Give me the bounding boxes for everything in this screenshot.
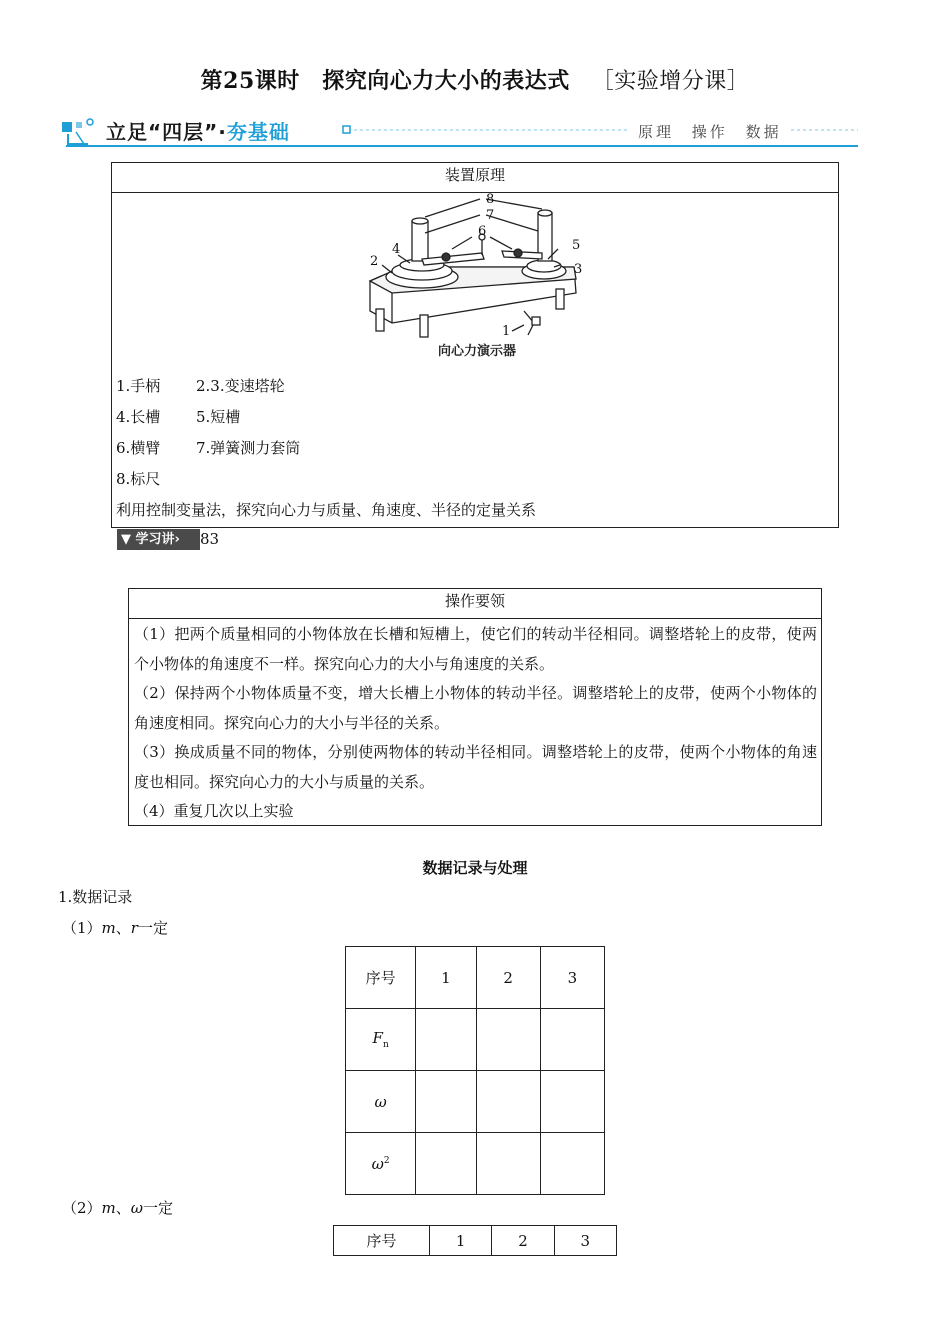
symbol: ω: [374, 1092, 387, 1111]
table-header-cell: 1: [416, 947, 476, 1009]
operation-header: 操作要领: [129, 589, 821, 619]
table-cell[interactable]: [540, 1133, 604, 1195]
title-sub: ［实验增分课］: [591, 69, 750, 94]
centripetal-apparatus-figure: [362, 193, 592, 363]
operation-steps: [129, 619, 821, 827]
data-section-title: 数据记录与处理: [422, 859, 528, 877]
part-label: 6.横臂: [116, 439, 161, 457]
apparatus-header: 装置原理: [112, 163, 838, 193]
study-badge[interactable]: [117, 529, 200, 550]
data-table-2: [333, 1225, 617, 1256]
symbol: ω: [371, 1154, 384, 1173]
part-label: 8.标尺: [116, 470, 161, 488]
table-header-cell: 2: [492, 1226, 554, 1256]
table-row: [346, 1071, 605, 1133]
banner-title: [106, 116, 290, 145]
table-header-cell: 序号: [334, 1226, 430, 1256]
data-table-1: [345, 946, 605, 1195]
banner-nav: [638, 121, 792, 142]
download-icon: ▼: [121, 532, 131, 547]
table-cell[interactable]: [540, 1071, 604, 1133]
banner-item-principle[interactable]: 原理: [638, 123, 675, 141]
banner-logo-icon: [62, 119, 93, 144]
operation-step: （2）保持两个小物体质量不变，增大长槽上小物体的转动半径。调整塔轮上的皮带，使两个小物体的角速度相同。探究向心力的大小与半径的关系。: [134, 684, 817, 732]
table-header-cell: 1: [429, 1226, 491, 1256]
case2-var2: ω: [130, 1199, 144, 1217]
table-header-cell: 序号: [346, 947, 416, 1009]
banner-item-data[interactable]: 数据: [745, 123, 782, 141]
subscript: n: [382, 1040, 389, 1050]
part-label: 1.手柄: [116, 377, 161, 395]
case1-prefix: （1）: [62, 919, 102, 937]
row-label-omega: [346, 1071, 416, 1133]
table-row: [346, 947, 605, 1009]
figure-label-6: 6: [478, 224, 487, 239]
figure-caption: 向心力演示器: [437, 344, 517, 359]
operation-step: （3）换成质量不同的物体，分别使两物体的转动半径相同。调整塔轮上的皮带，使两个小物体的角速度也相同。探究向心力的大小与质量的关系。: [134, 743, 817, 791]
figure-label-7: 7: [486, 208, 495, 223]
case1-suffix: 一定: [137, 919, 168, 937]
principle-text: 利用控制变量法，探究向心力与质量、角速度、半径的定量关系: [116, 501, 537, 519]
table-row: [346, 1133, 605, 1195]
figure-label-1: 1: [502, 324, 511, 339]
table-cell[interactable]: [476, 1009, 540, 1071]
table-cell[interactable]: [416, 1009, 476, 1071]
study-badge-label: 学习讲: [135, 532, 175, 547]
apparatus-box: [111, 162, 839, 528]
operation-step: （1）把两个质量相同的小物体放在长槽和短槽上，使它们的转动半径相同。调整塔轮上的皮带，使两个小物体的角速度不一样。探究向心力的大小与角速度的关系。: [134, 625, 817, 673]
title-main: 第25课时 探究向心力大小的表达式: [200, 68, 570, 94]
part-label: 2.3.变速塔轮: [196, 377, 285, 395]
parts-row: [112, 402, 838, 433]
parts-row: [112, 464, 838, 495]
part-label: 4.长槽: [116, 408, 161, 426]
banner-left-text: 立足“四层”·: [106, 120, 227, 144]
table-row: [346, 1009, 605, 1071]
table-row: [334, 1226, 617, 1256]
table-cell[interactable]: [416, 1071, 476, 1133]
figure-label-4: 4: [392, 242, 401, 257]
case1-var2: r: [130, 919, 138, 937]
figure-label-5: 5: [572, 238, 581, 253]
parts-list: [112, 371, 838, 526]
table-cell[interactable]: [476, 1071, 540, 1133]
parts-row: [112, 433, 838, 464]
table-cell[interactable]: [416, 1133, 476, 1195]
operation-box: [128, 588, 822, 826]
symbol: F: [372, 1029, 383, 1047]
table-header-cell: 3: [540, 947, 604, 1009]
parts-row: [112, 371, 838, 402]
row-label-fn: [346, 1009, 416, 1071]
figure-label-8: 8: [486, 193, 495, 207]
case2-var1: m: [101, 1199, 116, 1217]
banner-item-operation[interactable]: 操作: [691, 123, 728, 141]
table-cell[interactable]: [540, 1009, 604, 1071]
part-label: 5.短槽: [196, 408, 241, 426]
study-badge-page: 83: [200, 530, 220, 548]
part-label: 7.弹簧测力套筒: [196, 439, 301, 457]
data-record-heading: 1.数据记录: [58, 888, 133, 906]
case2-heading: [62, 1197, 173, 1218]
figure-label-3: 3: [574, 262, 583, 277]
case1-var1: m: [101, 919, 116, 937]
banner-accent-text: 夯基础: [226, 120, 290, 144]
case2-sep: 、: [115, 1199, 131, 1217]
case1-heading: [62, 917, 168, 938]
table-header-cell: 2: [476, 947, 540, 1009]
case2-prefix: （2）: [62, 1199, 102, 1217]
superscript: 2: [383, 1155, 390, 1166]
figure-label-2: 2: [370, 254, 379, 269]
chevron-right-icon: ›: [174, 532, 180, 547]
table-cell[interactable]: [476, 1133, 540, 1195]
case2-suffix: 一定: [143, 1199, 174, 1217]
operation-step: （4）重复几次以上实验: [134, 802, 294, 820]
table-header-cell: 3: [554, 1226, 616, 1256]
case1-sep: 、: [115, 919, 131, 937]
row-label-omega-squared: [346, 1133, 416, 1195]
page-title: [0, 64, 950, 95]
